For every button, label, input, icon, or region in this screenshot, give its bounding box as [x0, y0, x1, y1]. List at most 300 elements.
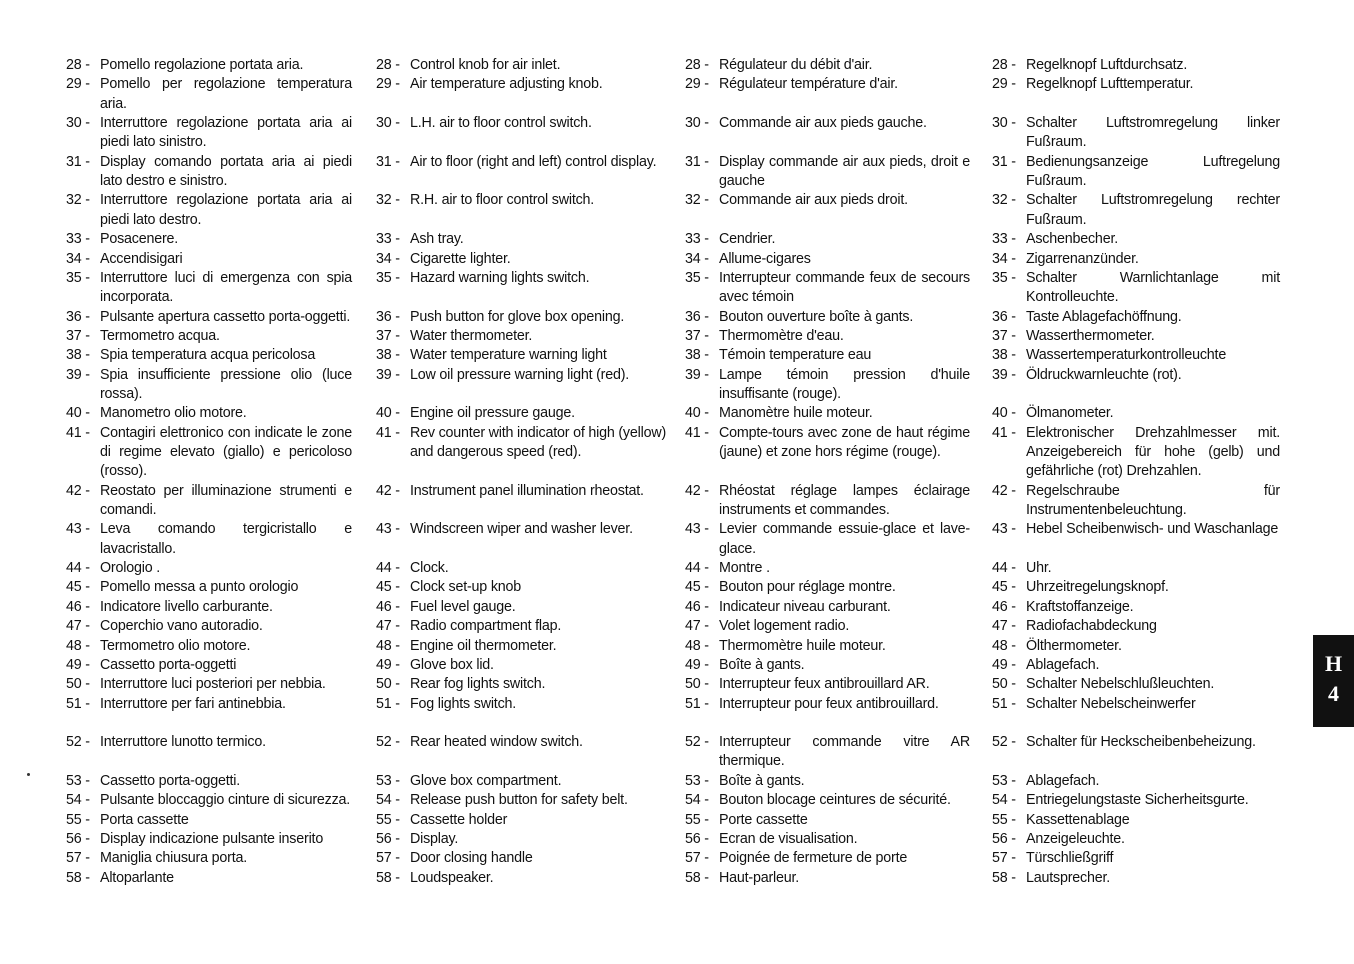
entry-text: Poignée de fermeture de porte: [719, 850, 908, 867]
legend-entry: [66, 869, 352, 888]
entry-number: 43 -: [992, 521, 1016, 538]
entry-number: 58 -: [66, 869, 90, 886]
entry-text: Ash tray.: [410, 231, 464, 248]
entry-number: 57 -: [376, 850, 400, 867]
entry-text: Control knob for air inlet.: [410, 57, 561, 73]
entry-text: Display commande air aux pieds, droit e gauche: [719, 153, 970, 189]
entry-number: 32 -: [685, 192, 709, 209]
entry-number: 45 -: [66, 579, 90, 596]
entry-text: Release push button for safety belt.: [410, 792, 628, 809]
entry-text: Regelknopf Lufttemperatur.: [1026, 76, 1194, 93]
legend-entry: [992, 191, 1280, 229]
entry-number: 41 -: [376, 424, 400, 441]
legend-entry: [992, 869, 1280, 888]
entry-text: Engine oil pressure gauge.: [410, 405, 575, 422]
entry-number: 55 -: [992, 811, 1016, 828]
legend-entry: [376, 56, 666, 75]
legend-entry: [992, 366, 1280, 385]
entry-text: Lautsprecher.: [1026, 869, 1111, 886]
entry-text: Rear heated window switch.: [410, 734, 583, 751]
entry-number: 28 -: [685, 57, 709, 73]
entry-number: 30 -: [685, 115, 709, 132]
legend-entry: [685, 56, 970, 75]
entry-number: 44 -: [685, 560, 709, 577]
legend-entry: [685, 791, 970, 810]
legend-entry: [685, 811, 970, 830]
legend-entry: [992, 849, 1280, 868]
entry-number: 55 -: [685, 811, 709, 828]
entry-number: 58 -: [992, 869, 1016, 886]
entry-text: Push button for glove box opening.: [410, 308, 625, 325]
entry-text: Kassettenablage: [1026, 811, 1130, 828]
legend-entry: [66, 772, 352, 791]
entry-number: 37 -: [66, 327, 90, 344]
entry-text: Schalter Luftstromregelung linker Fußraum.: [1026, 115, 1280, 151]
legend-entry: [992, 637, 1280, 656]
legend-entry: [66, 849, 352, 868]
legend-entry: [685, 191, 970, 210]
legend-entry: [992, 424, 1280, 482]
entry-text: Cendrier.: [719, 231, 776, 248]
entry-text: Door closing handle: [410, 850, 533, 867]
entry-number: 33 -: [685, 231, 709, 248]
entry-text: Hebel Scheibenwisch- und Waschanlage: [1026, 521, 1279, 538]
entry-number: 50 -: [66, 676, 90, 693]
legend-entry: [685, 153, 970, 191]
entry-number: 47 -: [376, 618, 400, 635]
entry-number: 53 -: [685, 772, 709, 789]
entry-number: 52 -: [376, 734, 400, 751]
entry-number: 29 -: [376, 76, 400, 93]
legend-entry: [376, 598, 666, 617]
entry-number: 54 -: [685, 792, 709, 809]
entry-number: 36 -: [992, 308, 1016, 325]
entry-number: 54 -: [376, 792, 400, 809]
entry-text: Ablagefach.: [1026, 656, 1100, 673]
entry-number: 31 -: [685, 153, 709, 170]
entry-text: Schalter Luftstromregelung rechter Fußraum.: [1026, 192, 1280, 228]
entry-number: 31 -: [66, 153, 90, 170]
entry-text: Pomello per regolazione temperatura aria.: [100, 76, 352, 112]
entry-text: Bedienungsanzeige Luftregelung Fußraum.: [1026, 153, 1280, 189]
legend-entry: [685, 366, 970, 404]
legend-entry: [685, 656, 970, 675]
legend-entry: [992, 56, 1280, 75]
entry-text: Interruttore lunotto termico.: [100, 734, 266, 751]
entry-number: 52 -: [992, 734, 1016, 751]
entry-text: Indicateur niveau carburant.: [719, 598, 891, 615]
entry-number: 29 -: [685, 76, 709, 93]
legend-entry: [685, 637, 970, 656]
entry-text: Accendisigari: [100, 250, 183, 267]
legend-entry: [992, 559, 1280, 578]
legend-entry: [66, 482, 352, 520]
entry-number: 52 -: [66, 734, 90, 751]
legend-entry: [376, 656, 666, 675]
entry-number: 55 -: [66, 811, 90, 828]
entry-number: 56 -: [992, 831, 1016, 847]
entry-number: 32 -: [66, 192, 90, 209]
entry-text: Engine oil thermometer.: [410, 637, 557, 654]
legend-entry: [992, 308, 1280, 327]
entry-text: Allume-cigares: [719, 250, 811, 267]
legend-entry: [66, 56, 352, 75]
legend-entry: [992, 675, 1280, 694]
entry-number: 50 -: [376, 676, 400, 693]
entry-number: 51 -: [685, 695, 709, 712]
entry-number: 35 -: [685, 269, 709, 286]
entry-number: 43 -: [685, 521, 709, 538]
entry-text: Termometro olio motore.: [100, 637, 251, 654]
entry-number: 32 -: [992, 192, 1016, 209]
section-number: 4: [1328, 681, 1339, 706]
legend-entry: [685, 424, 970, 462]
legend-entry: [376, 250, 666, 269]
legend-entry: [685, 404, 970, 423]
entry-number: 41 -: [992, 424, 1016, 441]
entry-number: 38 -: [66, 347, 90, 364]
entry-number: 44 -: [992, 560, 1016, 577]
legend-entry: [685, 598, 970, 617]
legend-entry: [376, 114, 666, 133]
entry-text: Regelschraube für Instrumentenbeleuchtung.: [1026, 482, 1280, 518]
entry-text: Montre .: [719, 560, 770, 577]
entry-text: Levier commande essuie-glace et lave-glace.: [719, 521, 970, 557]
entry-number: 37 -: [376, 327, 400, 344]
entry-number: 35 -: [66, 269, 90, 286]
entry-text: Interrupteur pour feux antibrouillard.: [719, 695, 939, 712]
entry-text: Cassetto porta-oggetti.: [100, 772, 241, 789]
entry-number: 34 -: [685, 250, 709, 267]
entry-number: 34 -: [992, 250, 1016, 267]
legend-entry: [992, 772, 1280, 791]
legend-entry: [66, 269, 352, 307]
legend-entry: [376, 830, 666, 849]
entry-text: Témoin temperature eau: [719, 347, 872, 364]
legend-entry: [992, 791, 1280, 810]
legend-entry: [66, 404, 352, 423]
entry-number: 46 -: [992, 598, 1016, 615]
legend-entry: [66, 791, 352, 810]
entry-text: Thermomètre d'eau.: [719, 327, 844, 344]
entry-text: Radio compartment flap.: [410, 618, 562, 635]
legend-entry: [992, 346, 1280, 365]
legend-entry: [685, 695, 970, 714]
entry-number: 45 -: [376, 579, 400, 596]
legend-entry: [685, 75, 970, 94]
entry-number: 40 -: [66, 405, 90, 422]
entry-text: Taste Ablagefachöffnung.: [1026, 308, 1182, 325]
entry-text: Interruttore regolazione portata aria ai piedi lato destro.: [100, 192, 352, 228]
entry-text: Display comando portata aria ai piedi lato destro e sinistro.: [100, 153, 352, 189]
legend-entry: [992, 482, 1280, 520]
entry-number: 41 -: [66, 424, 90, 441]
legend-entry: [685, 772, 970, 791]
entry-text: Spia temperatura acqua pericolosa: [100, 347, 316, 364]
legend-entry: [376, 791, 666, 810]
entry-text: Leva comando tergicristallo e lavacristallo.: [100, 521, 352, 557]
legend-entry: [376, 849, 666, 868]
entry-number: 35 -: [376, 269, 400, 286]
entry-number: 53 -: [376, 772, 400, 789]
legend-entry: [685, 327, 970, 346]
entry-text: Clock set-up knob: [410, 579, 522, 596]
legend-entry: [376, 404, 666, 423]
legend-entry: [376, 675, 666, 694]
legend-entry: [685, 830, 970, 849]
entry-text: Bouton blocage ceintures de sécurité.: [719, 792, 951, 809]
legend-entry: [992, 733, 1280, 752]
legend-entry: [992, 250, 1280, 269]
legend-entry: [376, 153, 666, 172]
entry-text: Air temperature adjusting knob.: [410, 76, 603, 93]
legend-entry: [376, 366, 666, 385]
entry-text: Radiofachabdeckung: [1026, 618, 1157, 635]
entry-text: Lampe témoin pression d'huile insuffisante (rouge).: [719, 366, 970, 402]
legend-entry: [66, 578, 352, 597]
entry-text: Rev counter with indicator of high (yellow) and dangerous speed (red).: [410, 424, 667, 460]
entry-text: Régulateur température d'air.: [719, 76, 898, 93]
entry-number: 40 -: [685, 405, 709, 422]
legend-entry: [685, 114, 970, 133]
entry-text: Water thermometer.: [410, 327, 533, 344]
legend-entry: [685, 230, 970, 249]
section-letter: H: [1324, 651, 1343, 676]
entry-number: 49 -: [685, 656, 709, 673]
legend-entry: [66, 695, 352, 714]
legend-entry: [66, 250, 352, 269]
entry-number: 32 -: [376, 192, 400, 209]
entry-number: 51 -: [376, 695, 400, 712]
legend-entry: [992, 114, 1280, 152]
legend-entry: [376, 617, 666, 636]
entry-text: Interruttore luci di emergenza con spia incorporata.: [100, 269, 352, 306]
entry-text: Interrupteur commande vitre AR thermique.: [719, 734, 970, 770]
entry-number: 29 -: [992, 76, 1016, 93]
legend-entry: [66, 191, 352, 229]
entry-text: Posacenere.: [100, 231, 179, 248]
entry-number: 33 -: [992, 231, 1016, 248]
entry-text: Display indicazione pulsante inserito: [100, 831, 324, 847]
entry-number: 44 -: [66, 560, 90, 577]
legend-entry: [685, 578, 970, 597]
legend-entry: [66, 675, 352, 694]
entry-number: 54 -: [66, 792, 90, 809]
legend-entry: [376, 637, 666, 656]
entry-text: Commande air aux pieds gauche.: [719, 115, 927, 132]
entry-number: 33 -: [376, 231, 400, 248]
entry-text: Anzeigeleuchte.: [1026, 831, 1125, 847]
legend-entry: [376, 772, 666, 791]
entry-text: Ölthermometer.: [1026, 637, 1122, 654]
entry-text: Porta cassette: [100, 811, 189, 828]
entry-text: Ablagefach.: [1026, 772, 1100, 789]
entry-text: R.H. air to floor control switch.: [410, 192, 595, 209]
legend-entry: [376, 482, 666, 501]
entry-number: 50 -: [685, 676, 709, 693]
entry-text: Wassertemperaturkontrolleuchte: [1026, 347, 1227, 364]
legend-entry: [66, 327, 352, 346]
entry-number: 56 -: [66, 831, 90, 847]
entry-text: Pomello regolazione portata aria.: [100, 57, 304, 73]
entry-number: 47 -: [685, 618, 709, 635]
entry-number: 48 -: [685, 637, 709, 654]
entry-text: Kraftstoffanzeige.: [1026, 598, 1134, 615]
entry-text: Compte-tours avec zone de haut régime (jaune) et zone hors régime (rouge).: [719, 424, 970, 460]
legend-entry: [66, 114, 352, 152]
entry-text: Schalter Nebelschlußleuchten.: [1026, 676, 1215, 693]
legend-entry: [376, 308, 666, 327]
entry-text: Aschenbecher.: [1026, 231, 1118, 248]
entry-text: Termometro acqua.: [100, 327, 220, 344]
entry-text: Zigarrenanzünder.: [1026, 250, 1139, 267]
entry-text: Low oil pressure warning light (red).: [410, 366, 630, 383]
entry-number: 40 -: [992, 405, 1016, 422]
entry-number: 58 -: [376, 869, 400, 886]
entry-number: 36 -: [376, 308, 400, 325]
legend-entry: [66, 559, 352, 578]
legend-entry: [685, 733, 970, 771]
legend-entry: [992, 695, 1280, 714]
entry-text: Reostato per illuminazione strumenti e comandi.: [100, 482, 352, 518]
legend-entry: [685, 308, 970, 327]
legend-entry: [992, 269, 1280, 307]
entry-text: Regelknopf Luftdurchsatz.: [1026, 57, 1188, 73]
entry-text: Schalter Warnlichtanlage mit Kontrolleuchte.: [1026, 269, 1280, 306]
entry-number: 49 -: [992, 656, 1016, 673]
entry-text: Glove box compartment.: [410, 772, 562, 789]
legend-entry: [992, 520, 1280, 539]
entry-text: Régulateur du débit d'air.: [719, 57, 873, 73]
entry-text: Boîte à gants.: [719, 656, 805, 673]
entry-number: 46 -: [66, 598, 90, 615]
entry-number: 53 -: [992, 772, 1016, 789]
entry-number: 46 -: [685, 598, 709, 615]
entry-number: 46 -: [376, 598, 400, 615]
entry-number: 57 -: [992, 850, 1016, 867]
entry-text: Cassetto porta-oggetti: [100, 656, 237, 673]
legend-entry: [685, 617, 970, 636]
legend-entry: [66, 75, 352, 113]
entry-text: Fuel level gauge.: [410, 598, 516, 615]
entry-number: 43 -: [66, 521, 90, 538]
legend-entry: [376, 869, 666, 888]
legend-entry: [992, 327, 1280, 346]
entry-number: 28 -: [992, 57, 1016, 73]
entry-number: 41 -: [685, 424, 709, 441]
legend-entry: [376, 191, 666, 210]
legend-entry: [685, 869, 970, 888]
legend-entry: [66, 308, 352, 327]
entry-number: 30 -: [992, 115, 1016, 132]
entry-text: Cassette holder: [410, 811, 508, 828]
legend-entry: [992, 617, 1280, 636]
entry-number: 53 -: [66, 772, 90, 789]
entry-text: Cigarette lighter.: [410, 250, 511, 267]
entry-number: 38 -: [685, 347, 709, 364]
legend-entry: [66, 617, 352, 636]
entry-number: 42 -: [992, 482, 1016, 499]
entry-number: 39 -: [685, 366, 709, 383]
entry-number: 45 -: [992, 579, 1016, 596]
entry-number: 57 -: [66, 850, 90, 867]
entry-text: Orologio .: [100, 560, 160, 577]
entry-number: 38 -: [376, 347, 400, 364]
legend-entry: [376, 230, 666, 249]
legend-entry: [376, 811, 666, 830]
entry-number: 39 -: [376, 366, 400, 383]
entry-number: 39 -: [992, 366, 1016, 383]
legend-entry: [66, 656, 352, 675]
entry-text: Rhéostat réglage lampes éclairage instruments et commandes.: [719, 482, 970, 518]
entry-number: 44 -: [376, 560, 400, 577]
legend-entry: [376, 695, 666, 714]
entry-number: 28 -: [376, 57, 400, 73]
entry-number: 48 -: [992, 637, 1016, 654]
legend-entry: [66, 230, 352, 249]
entry-number: 30 -: [66, 115, 90, 132]
entry-text: Interrupteur commande feux de secours avec témoin: [719, 269, 970, 306]
entry-text: Pomello messa a punto orologio: [100, 579, 299, 596]
entry-number: 36 -: [66, 308, 90, 325]
entry-number: 48 -: [66, 637, 90, 654]
legend-entry: [685, 520, 970, 558]
legend-entry: [685, 269, 970, 307]
entry-number: 49 -: [376, 656, 400, 673]
entry-text: Porte cassette: [719, 811, 808, 828]
legend-entry: [992, 598, 1280, 617]
legend-entry: [376, 75, 666, 94]
scan-speck: [27, 773, 30, 776]
entry-text: Spia insufficiente pressione olio (luce rossa).: [100, 366, 352, 402]
entry-number: 40 -: [376, 405, 400, 422]
entry-text: Manometro olio motore.: [100, 405, 247, 422]
entry-text: Commande air aux pieds droit.: [719, 192, 908, 209]
entry-number: 54 -: [992, 792, 1016, 809]
entry-number: 47 -: [992, 618, 1016, 635]
entry-number: 31 -: [376, 153, 400, 170]
section-tab: [1313, 635, 1354, 727]
legend-entry: [376, 520, 666, 539]
entry-number: 49 -: [66, 656, 90, 673]
entry-text: Schalter Nebelscheinwerfer: [1026, 695, 1196, 712]
entry-text: Water temperature warning light: [410, 347, 607, 364]
entry-text: Elektronischer Drehzahlmesser mit. Anzeigebereich für hohe (gelb) und gefährliche (rot) Drehzahlen.: [1026, 424, 1280, 480]
entry-number: 29 -: [66, 76, 90, 93]
entry-number: 28 -: [66, 57, 90, 73]
entry-text: Fog lights switch.: [410, 695, 517, 712]
legend-entry: [376, 578, 666, 597]
entry-number: 42 -: [66, 482, 90, 499]
entry-text: Volet logement radio.: [719, 618, 850, 635]
legend-entry: [66, 598, 352, 617]
entry-text: Clock.: [410, 560, 449, 577]
entry-number: 48 -: [376, 637, 400, 654]
legend-entry: [376, 733, 666, 752]
legend-entry: [685, 559, 970, 578]
legend-entry: [376, 424, 666, 462]
entry-text: Öldruckwarnleuchte (rot).: [1026, 366, 1182, 383]
legend-entry: [66, 733, 352, 752]
entry-number: 31 -: [992, 153, 1016, 170]
legend-entry: [66, 153, 352, 191]
entry-number: 51 -: [66, 695, 90, 712]
entry-text: Instrument panel illumination rheostat.: [410, 482, 644, 499]
entry-number: 43 -: [376, 521, 400, 538]
entry-text: Windscreen wiper and washer lever.: [410, 521, 633, 538]
entry-text: Maniglia chiusura porta.: [100, 850, 247, 867]
legend-entry: [685, 482, 970, 520]
